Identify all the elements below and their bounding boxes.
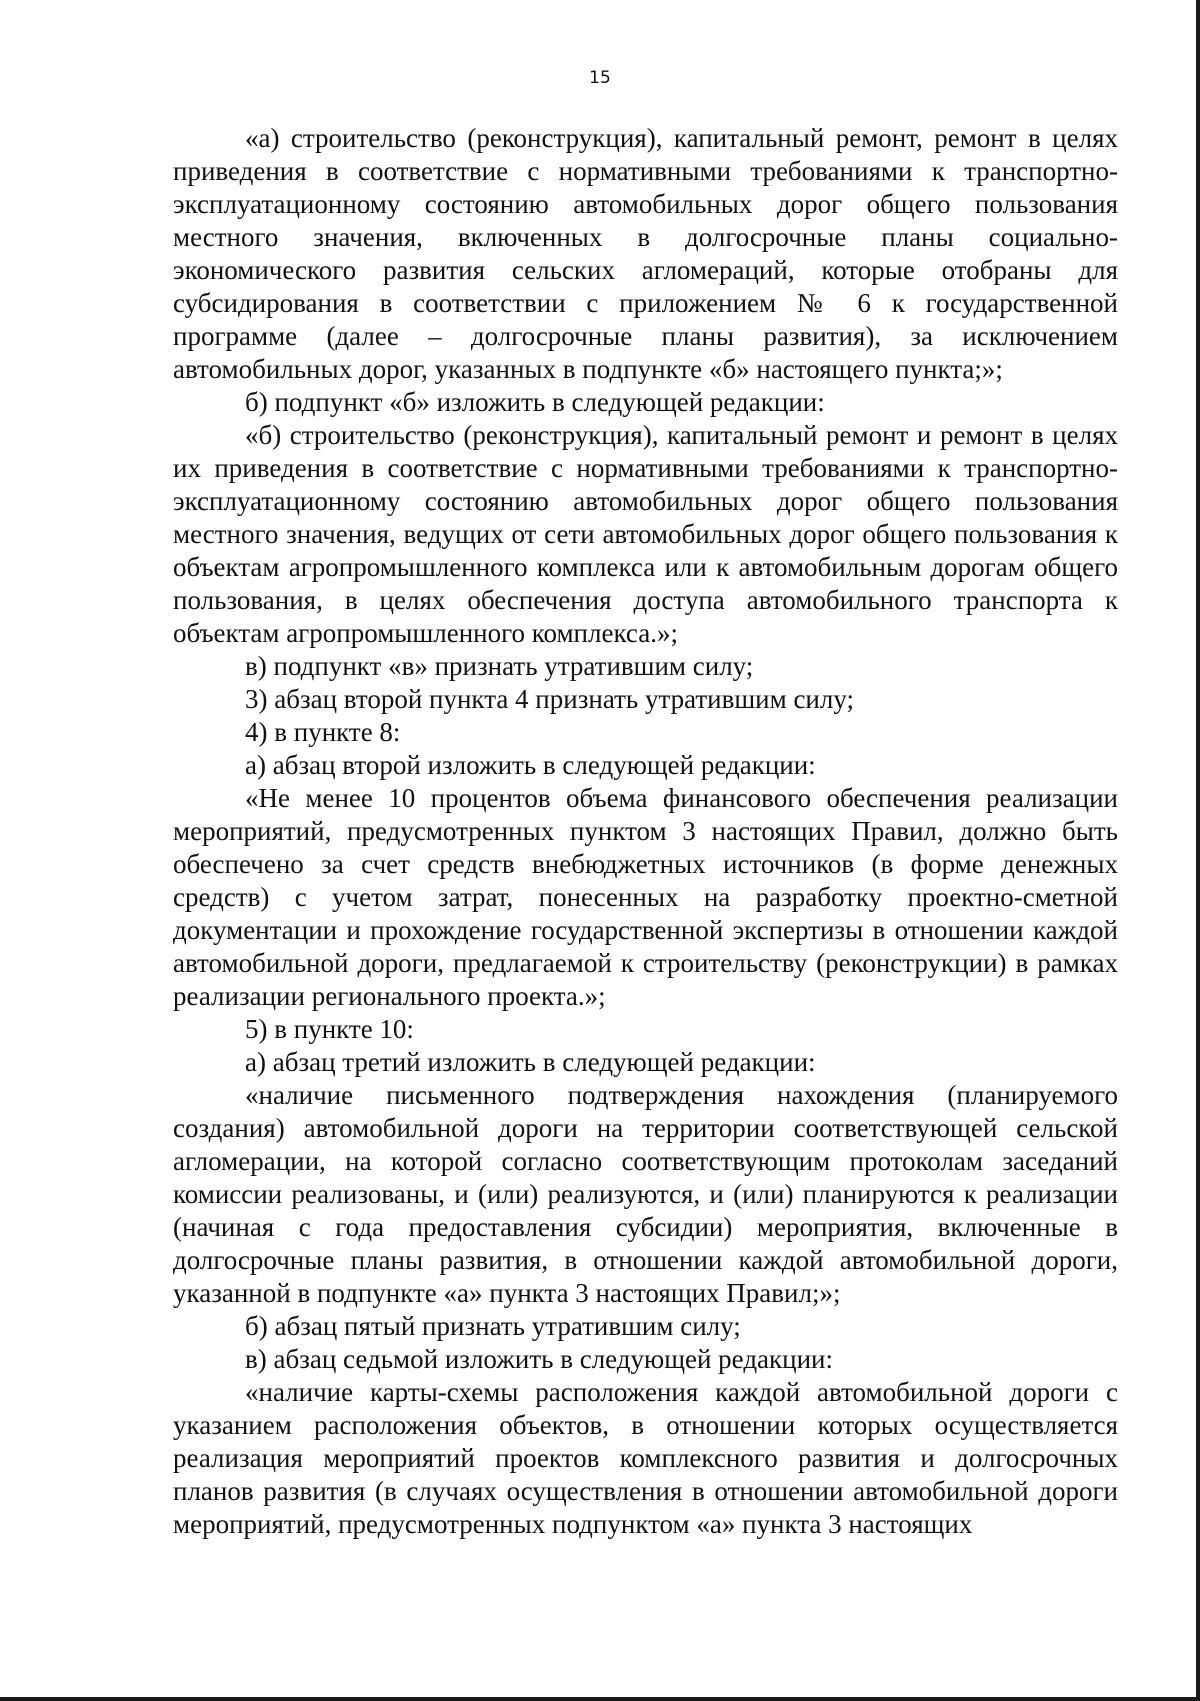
paragraph-b-instruction: б) подпункт «б» изложить в следующей редакции: <box>245 387 825 417</box>
document-body <box>173 122 1118 1541</box>
paragraph-item-5a: а) абзац третий изложить в следующей редакции: <box>245 1047 816 1077</box>
paragraph-confirmation: «наличие письменного подтверждения нахождения (планируемого создания) автомобильной дороги на территории соответствующей сельской агломерации, на которой согласно соответствующим протоколам заседаний комиссии реализованы, и (или) реализуются, и (или) планируются к реализации (начиная с года предоставления субсидии) мероприятия, включенные в долгосрочные планы развития, в отношении каждой автомобильной дороги, указанной в подпункте «а» пункта 3 настоящих Правил;»; <box>173 1080 1118 1308</box>
paragraph-item-4a: а) абзац второй изложить в следующей редакции: <box>245 750 816 780</box>
scan-border-bottom <box>0 1697 1200 1701</box>
paragraph-item-5: 5) в пункте 10: <box>245 1014 414 1044</box>
paragraph-funding: «Не менее 10 процентов объема финансового обеспечения реализации мероприятий, предусмотренных пунктом 3 настоящих Правил, должно быть обеспечено за счет средств внебюджетных источников (в форме денежных средств) с учетом затрат, понесенных на разработку проектно-сметной документации и прохождение государственной экспертизы в отношении каждой автомобильной дороги, предлагаемой к строительству (реконструкции) в рамках реализации регионального проекта.»; <box>173 783 1118 1011</box>
paragraph-a-construction: «а) строительство (реконструкция), капитальный ремонт, ремонт в целях приведения в соответствие с нормативными требованиями к транспортно-эксплуатационному состоянию автомобильных дорог общего пользования местного значения, включенных в долгосрочные планы социально-экономического развития сельских агломераций, которые отобраны для субсидирования в соответствии с приложением № 6 к государственной программе (далее – долгосрочные планы развития), за исключением автомобильных дорог, указанных в подпункте «б» настоящего пункта;»; <box>173 123 1118 384</box>
paragraph-item-5v: в) абзац седьмой изложить в следующей редакции: <box>245 1344 834 1374</box>
scan-border-right <box>1196 0 1200 1701</box>
paragraph-item-4: 4) в пункте 8: <box>245 717 401 747</box>
paragraph-b-construction: «б) строительство (реконструкция), капитальный ремонт и ремонт в целях их приведения в соответствие с нормативными требованиями к транспортно-эксплуатационному состоянию автомобильных дорог общего пользования местного значения, ведущих от сети автомобильных дорог общего пользования к объектам агропромышленного комплекса или к автомобильным дорогам общего пользования, в целях обеспечения доступа автомобильного транспорта к объектам агропромышленного комплекса.»; <box>173 420 1118 648</box>
paragraph-item-5b: б) абзац пятый признать утратившим силу; <box>245 1311 741 1341</box>
paragraph-item-3: 3) абзац второй пункта 4 признать утратившим силу; <box>245 684 855 714</box>
page-number: 15 <box>589 68 611 88</box>
paragraph-v-void: в) подпункт «в» признать утратившим силу; <box>245 651 754 681</box>
paragraph-map-scheme: «наличие карты-схемы расположения каждой автомобильной дороги с указанием расположения объектов, в отношении которых осуществляется реализация мероприятий проектов комплексного развития и долгосрочных планов развития (в случаях осуществления в отношении автомобильной дороги мероприятий, предусмотренных подпунктом «а» пункта 3 настоящих <box>173 1377 1118 1539</box>
